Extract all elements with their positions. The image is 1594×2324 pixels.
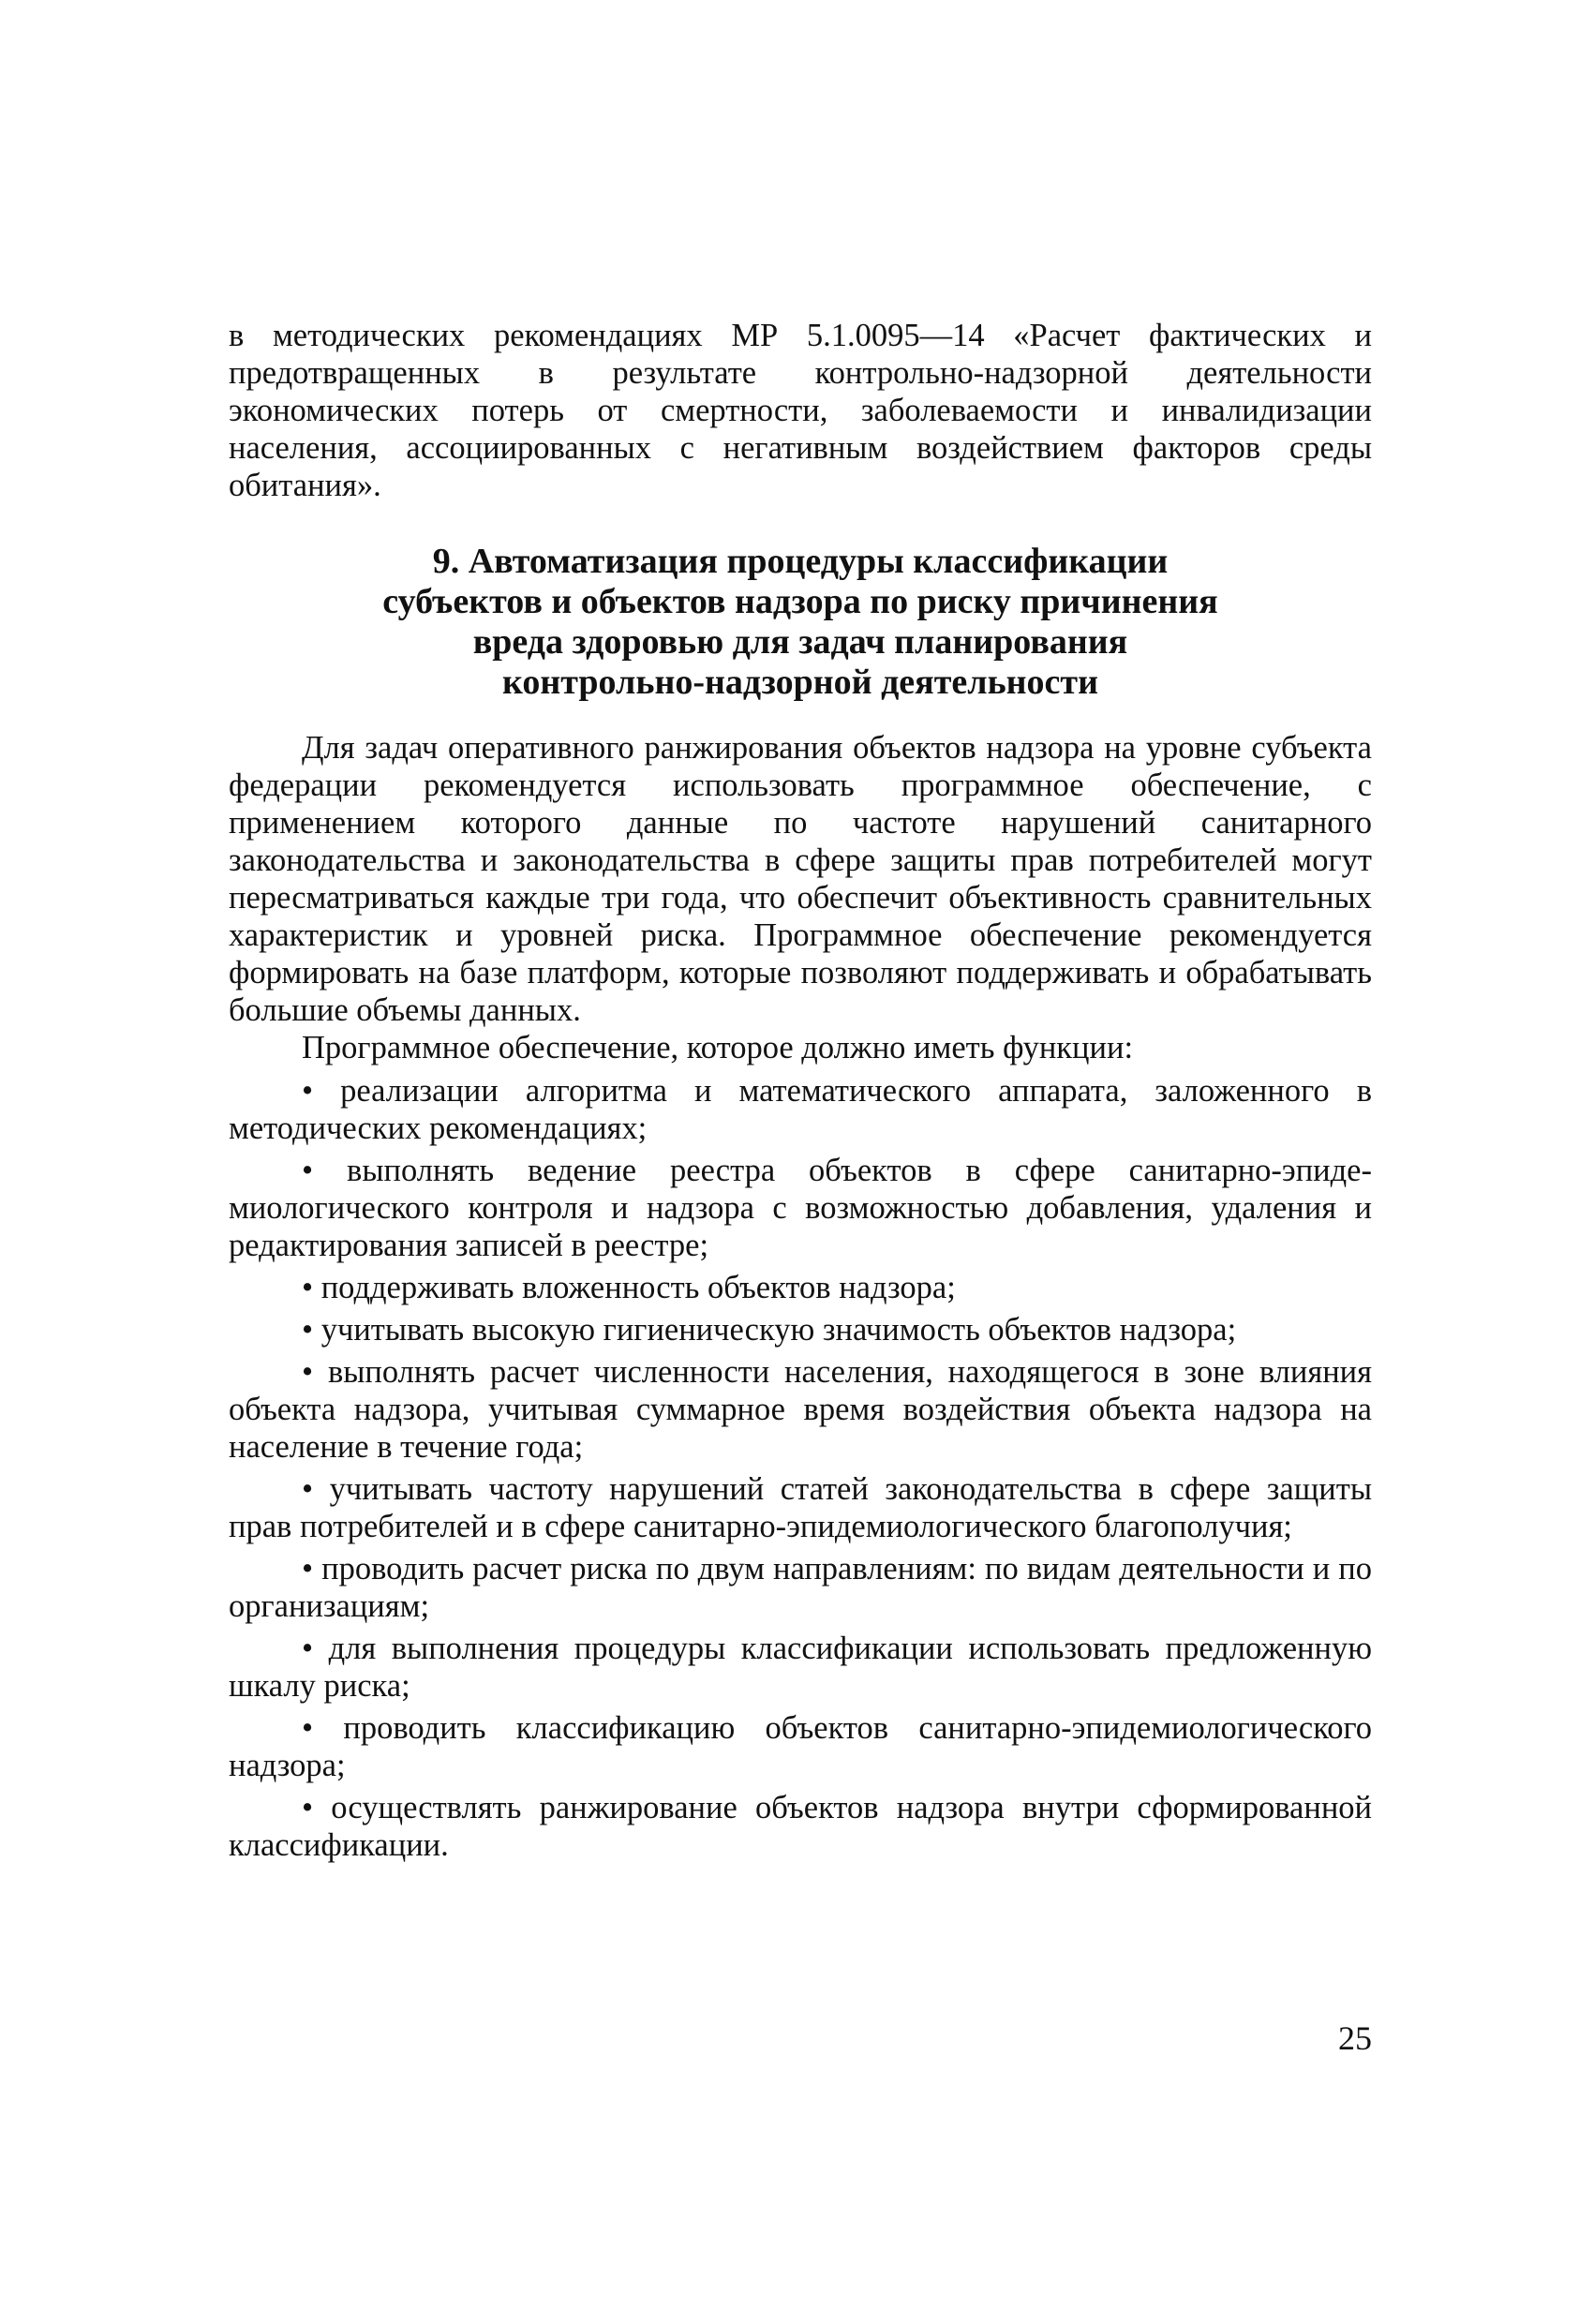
- bullet-icon: •: [302, 1790, 314, 1825]
- section-heading-line: 9. Автоматизация процедуры классификации: [432, 542, 1169, 581]
- list-item-text: учитывать частоту нарушений статей законодательства в сфере защиты прав потребителей и в сфере санитарно-эпидемиологического благополучия;: [229, 1471, 1373, 1544]
- bullet-icon: •: [302, 1551, 314, 1587]
- section-heading-line: вреда здоровью для задач планирования: [472, 622, 1128, 662]
- list-item: [229, 1152, 1372, 1264]
- list-item-text: поддерживать вложенность объектов надзора;: [320, 1270, 956, 1305]
- list-item-text: выполнять расчет численности населения, находящегося в зоне влияния объекта надзора, учитывая суммарное время воздействия объекта надзора на население в течение года;: [229, 1354, 1372, 1465]
- list-item: [229, 1709, 1372, 1784]
- list-item-text: реализации алгоритма и математического аппарата, заложенного в методических рекомендациях;: [229, 1073, 1373, 1146]
- bullet-icon: •: [302, 1471, 314, 1507]
- list-item: [229, 1072, 1372, 1147]
- list-item-text: осуществлять ранжирование объектов надзора внутри сформированной классификации.: [229, 1790, 1373, 1863]
- intro-paragraph: в методических рекомендациях МР 5.1.0095—14 «Расчет фактических и предотвращенных в результате контрольно-надзорной деятельности экономических потерь от смертности, заболеваемости и инвалидизации населения, ассоциированных с негативным воздействием факторов среды обитания».: [229, 318, 1372, 503]
- section-heading-line: контрольно-надзорной деятельности: [502, 663, 1098, 702]
- section-heading-line: субъектов и объектов надзора по риску причинения: [382, 582, 1218, 621]
- bullet-icon: •: [302, 1270, 314, 1305]
- page-number: 25: [1338, 2019, 1372, 2057]
- bullet-icon: •: [302, 1312, 314, 1348]
- list-item: [229, 1353, 1372, 1466]
- bullet-icon: •: [302, 1631, 314, 1666]
- list-item-text: выполнять ведение реестра объектов в сфере санитарно-эпидемиологического контроля и надзора с возможностью добавления, удаления и редактирования записей в реестре;: [229, 1153, 1372, 1263]
- list-item-text: проводить классификацию объектов санитарно-эпидемиологического надзора;: [229, 1710, 1372, 1783]
- bullet-icon: •: [302, 1354, 314, 1390]
- list-item: [229, 1311, 1372, 1348]
- list-item: [229, 1269, 1372, 1306]
- bullet-icon: •: [302, 1710, 314, 1746]
- list-item-text: учитывать высокую гигиеническую значимость объектов надзора;: [320, 1312, 1237, 1348]
- body-paragraph: Для задач оперативного ранжирования объектов надзора на уровне субъекта федерации рекомендуется использовать программное обеспечение, с применением которого данные по частоте нарушений санитарного законодательства и законодательства в сфере защиты прав потребителей могут пересматриваться каждые три года, что обеспечит объективность сравнительных характеристик и уровней риска. Программное обеспечение рекомендуется формировать на базе платформ, которые позволяют поддерживать и обрабатывать большие объемы данных.: [229, 730, 1372, 1028]
- section-body: [229, 729, 1372, 1869]
- list-item: [229, 1630, 1372, 1705]
- list-item: [229, 1789, 1372, 1864]
- list-item-text: проводить расчет риска по двум направлениям: по видам деятельности и по организациям;: [229, 1551, 1373, 1624]
- bullet-icon: •: [302, 1153, 314, 1188]
- list-item: [229, 1470, 1372, 1545]
- section-heading: [229, 542, 1372, 703]
- list-item-text: для выполнения процедуры классификации использовать предложенную шкалу риска;: [229, 1631, 1372, 1704]
- list-item: [229, 1550, 1372, 1625]
- function-list: [229, 1072, 1372, 1864]
- body-paragraph: Программное обеспечение, которое должно иметь функции:: [302, 1030, 1134, 1065]
- bullet-icon: •: [302, 1073, 314, 1109]
